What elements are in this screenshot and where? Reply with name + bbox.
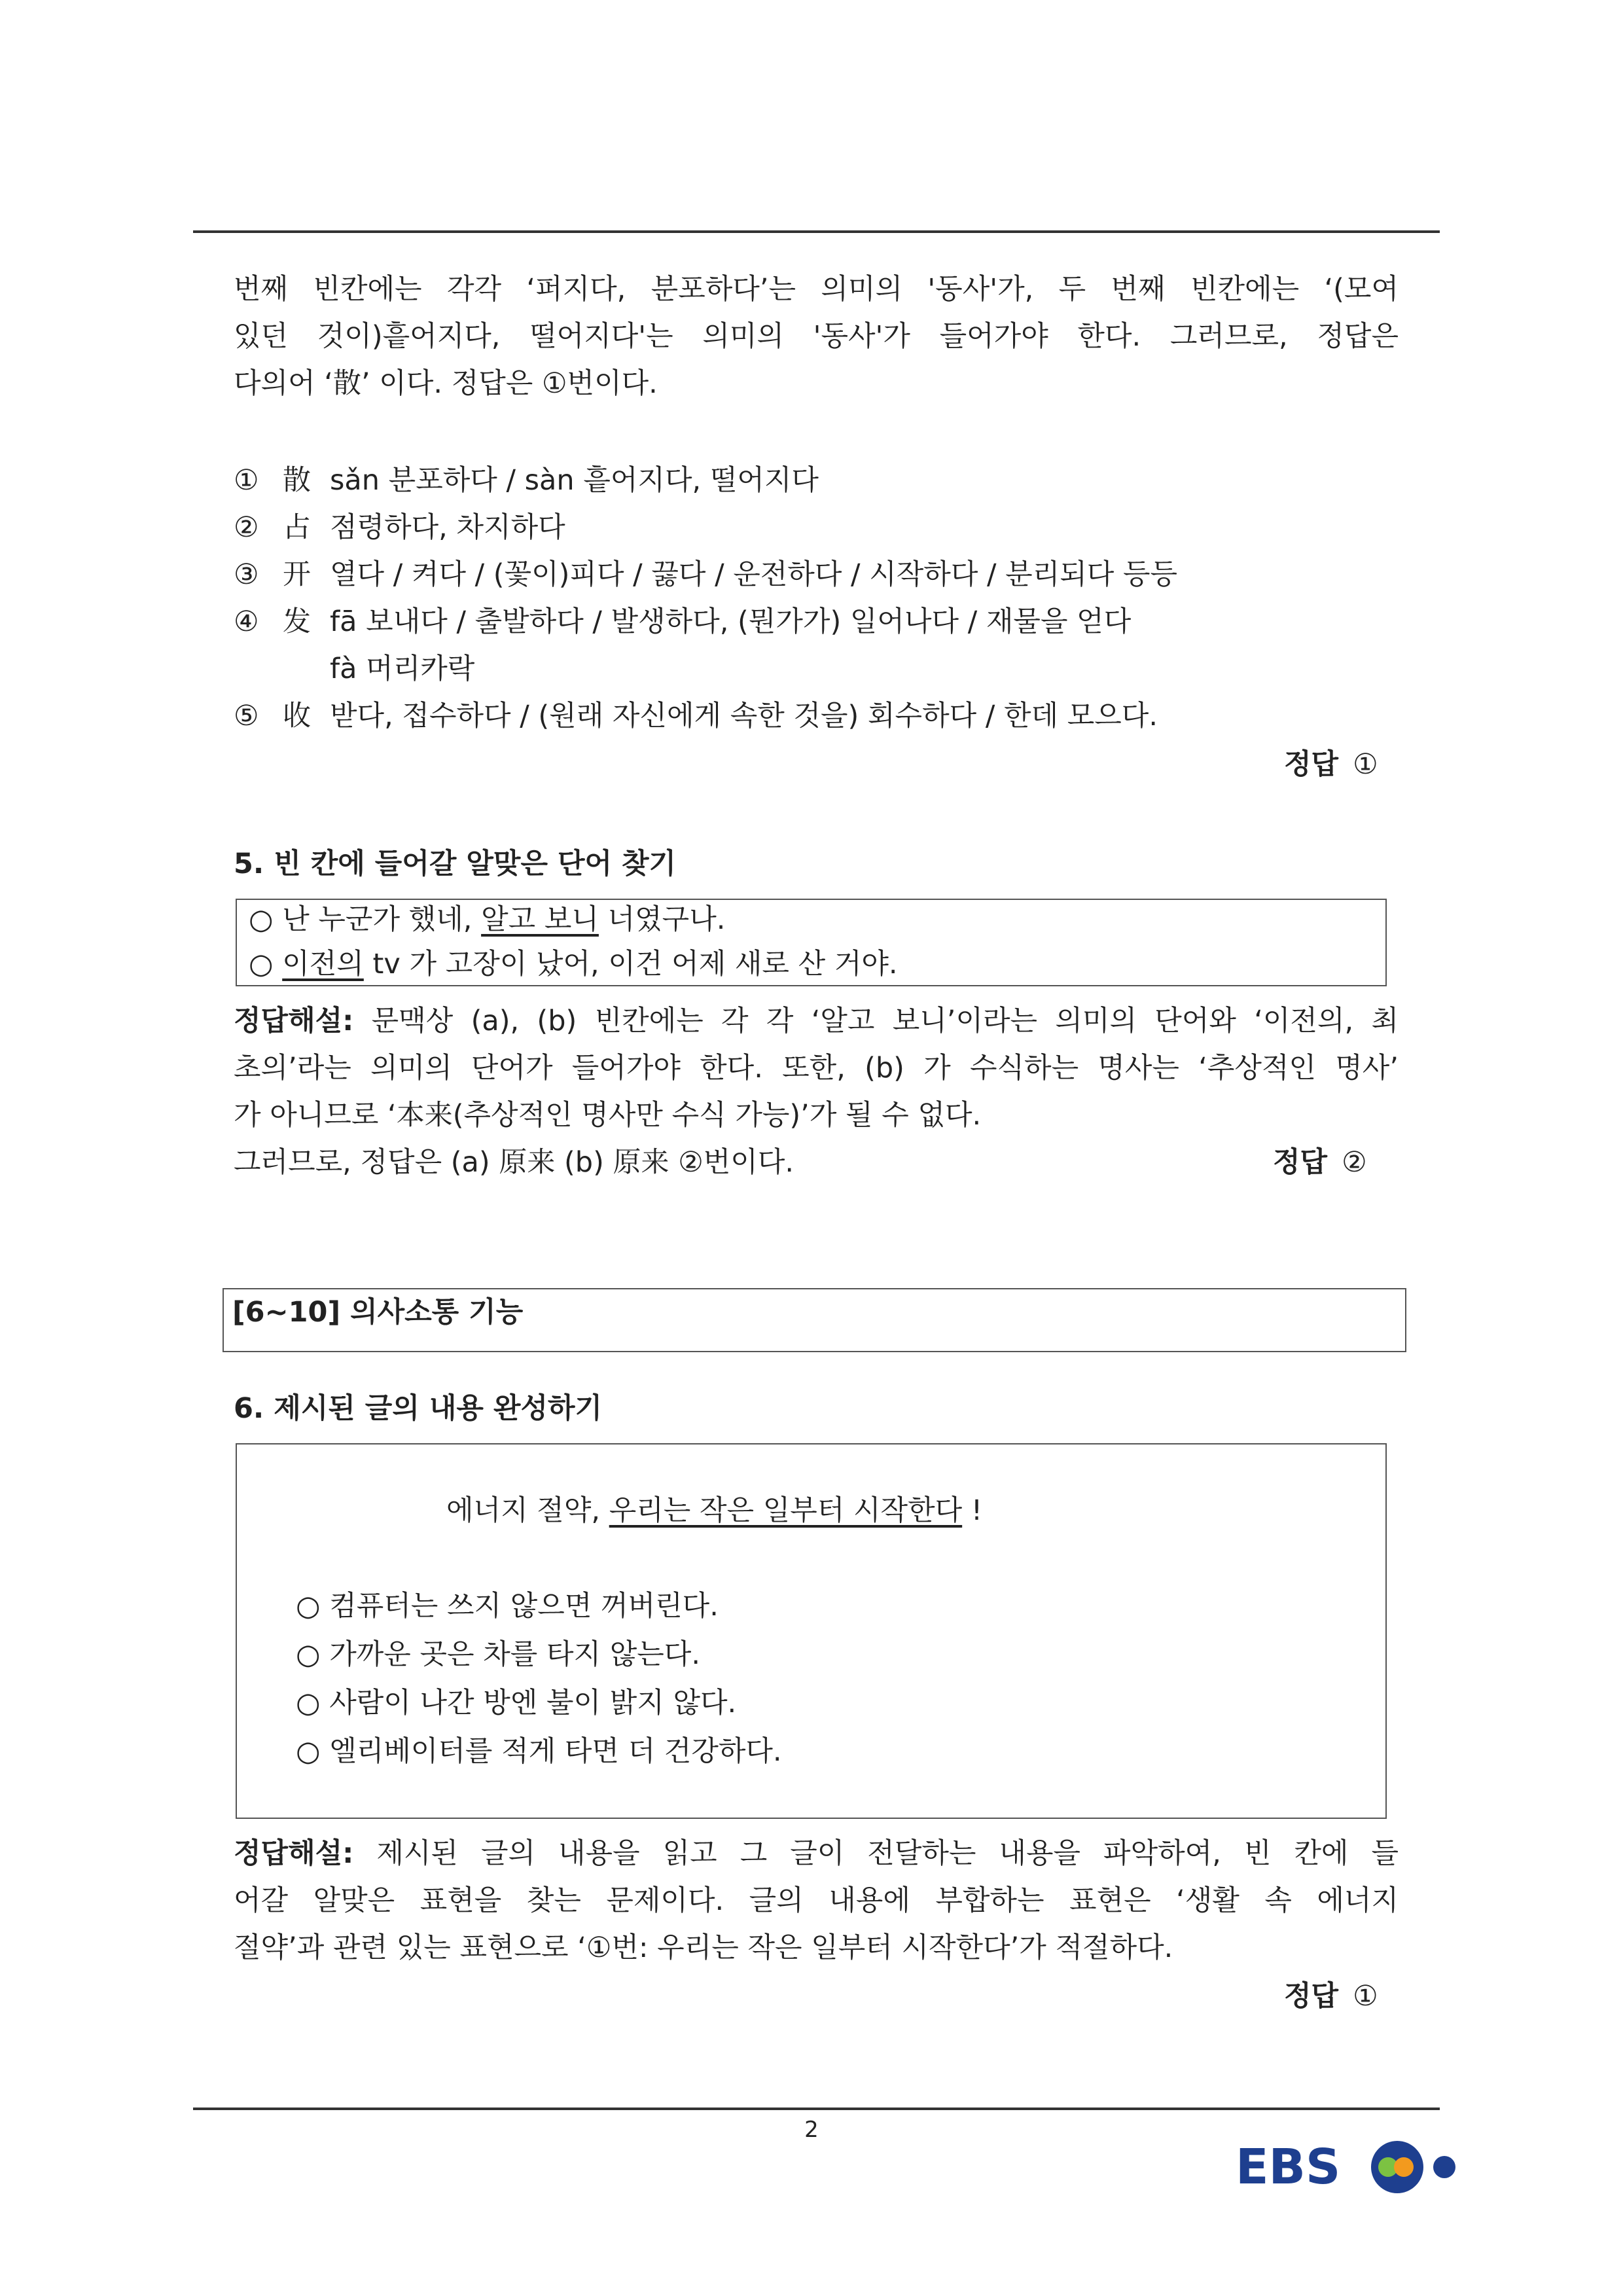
ebs-logo-text: EBS [1236,2139,1341,2195]
option-text: 받다, 접수하다 / (원래 자신에게 속한 것을) 회수하다 / 한데 모으다. [330,700,1158,732]
footer-rule [193,2108,1440,2110]
option-5 [234,696,1158,736]
option-number: ⑤ [234,700,259,732]
q6-title-post: ! [962,1494,983,1527]
answer-q4 [1284,745,1378,784]
q6-title-underlined: 우리는 작은 일부터 시작한다 [609,1494,963,1527]
q6-passage-item-3: ○ 사람이 나간 방엔 불이 밝지 않다. [296,1687,737,1719]
intro-line-1: 번째 빈칸에는 각각 ‘퍼지다, 분포하다’는 의미의 '동사'가, 두 번째 빈칸에는 ‘(모여 [234,273,1399,306]
q5-explanation-line-3: 가 아니므로 ‘本来(추상적인 명사만 수식 가능)’가 될 수 없다. [234,1099,982,1132]
option-number: ③ [234,558,259,591]
answer-value: ① [1353,1980,1378,2013]
page-number: 2 [804,2117,819,2143]
q5-example-1-post: 너였구나. [598,903,726,936]
option-3 [234,555,1177,594]
q6-passage-item-2: ○ 가까운 곳은 차를 타지 않는다. [296,1638,700,1671]
intro-line-2: 있던 것이)흩어지다, 떨어지다'는 의미의 '동사'가 들어가야 한다. 그러므로, 정답은 [234,320,1399,353]
section-title: [6~10] 의사소통 기능 [232,1296,524,1329]
option-hanzi: 发 [283,605,311,638]
q5-example-2-post: tv 가 고장이 났어, 이건 어제 새로 산 거야. [363,948,898,980]
option-hanzi: 开 [283,558,311,591]
q6-explanation-line-2: 어갈 알맞은 표현을 찾는 문제이다. 글의 내용에 부합하는 표현은 ‘생활 속 에너지 [234,1884,1399,1917]
q5-example-2-underlined: 이전의 [282,948,364,980]
option-hanzi: 占 [283,511,311,544]
q5-explanation-line-1 [234,1001,1399,1041]
answer-q5 [1273,1143,1367,1182]
q6-passage-title [446,1491,982,1530]
explanation-label: 정답해설: [234,1837,354,1870]
option-4 [234,602,1131,641]
option-hanzi: 收 [283,700,311,732]
explanation-text: 문맥상 (a), (b) 빈칸에는 각 각 ‘알고 보니’이라는 의미의 단어와 ‘이전의, 최 [353,1005,1399,1037]
option-text: 열다 / 켜다 / (꽃이)피다 / 끓다 / 운전하다 / 시작하다 / 분리되다 등등 [330,558,1178,591]
answer-label: 정답 [1284,1980,1339,2013]
answer-q6 [1284,1977,1378,2016]
q6-title-pre: 에너지 절약, [446,1494,609,1527]
answer-label: 정답 [1273,1146,1328,1179]
option-number: ① [234,464,259,497]
answer-label: 정답 [1284,748,1339,781]
ebs-logo-small-dot-icon [1433,2156,1455,2178]
q6-passage-item-1: ○ 컴퓨터는 쓰지 않으면 꺼버린다. [296,1590,719,1623]
explanation-text: 제시된 글의 내용을 읽고 그 글이 전달하는 내용을 파악하여, 빈 칸에 들 [353,1837,1399,1870]
option-4-continued [234,649,474,689]
q5-example-2-pre: ○ [249,948,283,980]
option-text: fā 보내다 / 출발하다 / 발생하다, (뭔가가) 일어나다 / 재물을 얻다 [330,605,1132,638]
q5-example-1-underlined: 알고 보니 [481,903,599,936]
ebs-logo-orange-dot-icon [1394,2157,1414,2177]
q6-heading: 6. 제시된 글의 내용 완성하기 [234,1392,603,1425]
option-number: ② [234,511,259,544]
answer-value: ① [1353,748,1378,781]
q5-example-1-pre: ○ 난 누군가 했네, [249,903,482,936]
header-rule [193,230,1440,233]
option-number: ④ [234,605,259,638]
q5-example-1 [249,900,725,939]
ebs-logo [1236,2135,1458,2198]
q6-explanation-line-1 [234,1834,1399,1873]
q6-explanation-line-3: 절약’과 관련 있는 표현으로 ‘①번: 우리는 작은 일부터 시작한다’가 적절하다. [234,1931,1173,1964]
intro-line-3: 다의어 ‘散’ 이다. 정답은 ①번이다. [234,367,658,400]
option-1 [234,461,819,500]
q5-explanation-line-2: 초의’라는 의미의 단어가 들어가야 한다. 또한, (b) 가 수식하는 명사는 ‘추상적인 명사’ [234,1052,1399,1085]
q5-example-2 [249,944,898,984]
option-text: 점령하다, 차지하다 [330,511,565,544]
q5-explanation-line-4: 그러므로, 정답은 (a) 原来 (b) 原来 ②번이다. [234,1146,794,1179]
answer-value: ② [1342,1146,1367,1179]
q6-passage-item-4: ○ 엘리베이터를 적게 타면 더 건강하다. [296,1735,782,1768]
option-text: sǎn 분포하다 / sàn 흩어지다, 떨어지다 [330,464,819,497]
option-hanzi: 散 [283,464,311,497]
option-2 [234,508,565,547]
explanation-label: 정답해설: [234,1005,354,1037]
option-text: fà 머리카락 [330,653,475,685]
q5-heading: 5. 빈 칸에 들어갈 알맞은 단어 찾기 [234,848,677,880]
